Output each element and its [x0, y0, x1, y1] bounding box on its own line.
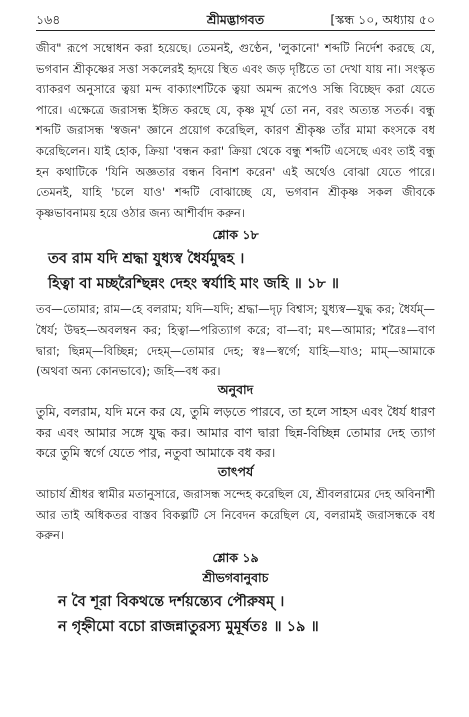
verse-18-translation: তুমি, বলরাম, যদি মনে কর যে, তুমি লড়তে পারবে, তা হলে সাহস এবং ধৈর্য ধারণ কর এবং আমার সঙ্গে যুদ্ধ কর। আমার বাণ দ্বারা ছিন্ন-বিচ্ছিন্ন তোমার দেহ ত্যাগ করে তুমি স্বর্গে যেতে পার, নতুবা আমাকে বধ কর। [36, 404, 435, 461]
purport-heading: তাৎপর্য [217, 464, 254, 480]
verse-18-line-2: হিত্বা বা মচ্ছরৈশ্ছিন্নং দেহং স্বর্যাহি মাং জহি ॥ ১৮ ॥ [48, 276, 339, 293]
page-header [36, 8, 435, 34]
verse-19-line-2: ন গৃহ্নীমো বচো রাজন্নাতুরস্য মুমূর্ষতঃ ॥ ১৯ ॥ [58, 618, 319, 635]
purport-continuation: জীব" রূপে সম্বোধন করা হয়েছে। তেমনই, গুণ্ঠেন, 'লুকানো' শব্দটি নির্দেশ করছে যে, ভগবান শ্রীকৃষ্ণের সত্তা সকলেরই হৃদয়ে স্থিত এবং জড় দৃষ্টিতে তা দেখা যায় না। সংস্কৃত ব্যাকরণ অনুসারে ত্বয়া মন্দ বাক্যাংশটিকে ত্বয়া অমন্দ রূপেও সন্ধি বিচ্ছেদ করা যেতে পারে। এক্ষেত্রে জরাসন্ধ ইঙ্গিত করছে যে, কৃষ্ণ মূর্খ তো নন, বরং অত্যন্ত সতর্ক। বন্ধু শব্দটি জরাসন্ধ 'স্বজন' জ্ঞানে প্রয়োগ করেছিল, কারণ শ্রীকৃষ্ণ তাঁর মামা কংসকে বধ করেছিলেন। যাই হোক, ক্রিয়া 'বন্ধন করা' ক্রিয়া থেকে বন্ধু শব্দটি এসেছে এবং তাই বন্ধু হন কথাটিকে 'যিনি অজ্ঞতার বন্ধন বিনাশ করেন' এই অর্থেও বোঝা যেতে পারে। তেমনই, যাহি 'চলে যাও' শব্দটি বোঝাচ্ছে যে, ভগবান শ্রীকৃষ্ণ সকল জীবকে কৃষ্ণভাবনাময় হয়ে ওঠার জন্য আশীর্বাদ করুন। [36, 41, 436, 220]
translation-heading: অনুবাদ [217, 381, 254, 397]
verse-19-heading: শ্লোক ১৯ [212, 549, 259, 565]
header-rule [36, 30, 435, 31]
verse-19-line-1: ন বৈ শূরা বিকথন্তে দর্শয়ন্ত্যেব পৌরুষম্ । [58, 593, 285, 610]
verse-18-purport: আচার্য শ্রীধর স্বামীর মতানুসারে, জরাসন্ধ সন্দেহ করেছিল যে, শ্রীবলরামের দেহ অবিনাশী আর তাই অধিকতর বাস্তব বিকল্পটি সে নিবেদন করেছিল যে, বলরামই জরাসন্ধকে বধ করুন। [36, 487, 435, 543]
verse-18-line-1: তব রাম যদি শ্রদ্ধা যুধ্যস্ব ধৈর্যমুদ্বহ । [48, 251, 245, 268]
chapter-reference: [স্কন্ধ ১০, অধ্যায় ৫০ [330, 12, 435, 27]
verse-18-heading: শ্লোক ১৮ [212, 227, 259, 243]
verse-19-speaker: শ্রীভগবানুবাচ [202, 569, 269, 585]
book-title: শ্রীমদ্ভাগবত [206, 12, 265, 27]
verse-18-synonyms: তব—তোমার; রাম—হে বলরাম; যদি—যদি; শ্রদ্ধা—দৃঢ় বিশ্বাস; যুধ্যস্ব—যুদ্ধ কর; ধৈর্যম্—ধৈর্য; উদ্বহ—অবলম্বন কর; হিত্বা—পরিত্যাগ করে; বা—বা; মৎ—আমার; শরৈঃ—বাণ দ্বারা; ছিন্নম্—বিচ্ছিন্ন; দেহম্—তোমার দেহ; স্বঃ—স্বর্গে; যাহি—যাও; মাম্—আমাকে (অথবা অন্য কোনভাবে); জহি—বধ কর। [36, 302, 435, 379]
page-number: ১৬৪ [36, 12, 61, 27]
